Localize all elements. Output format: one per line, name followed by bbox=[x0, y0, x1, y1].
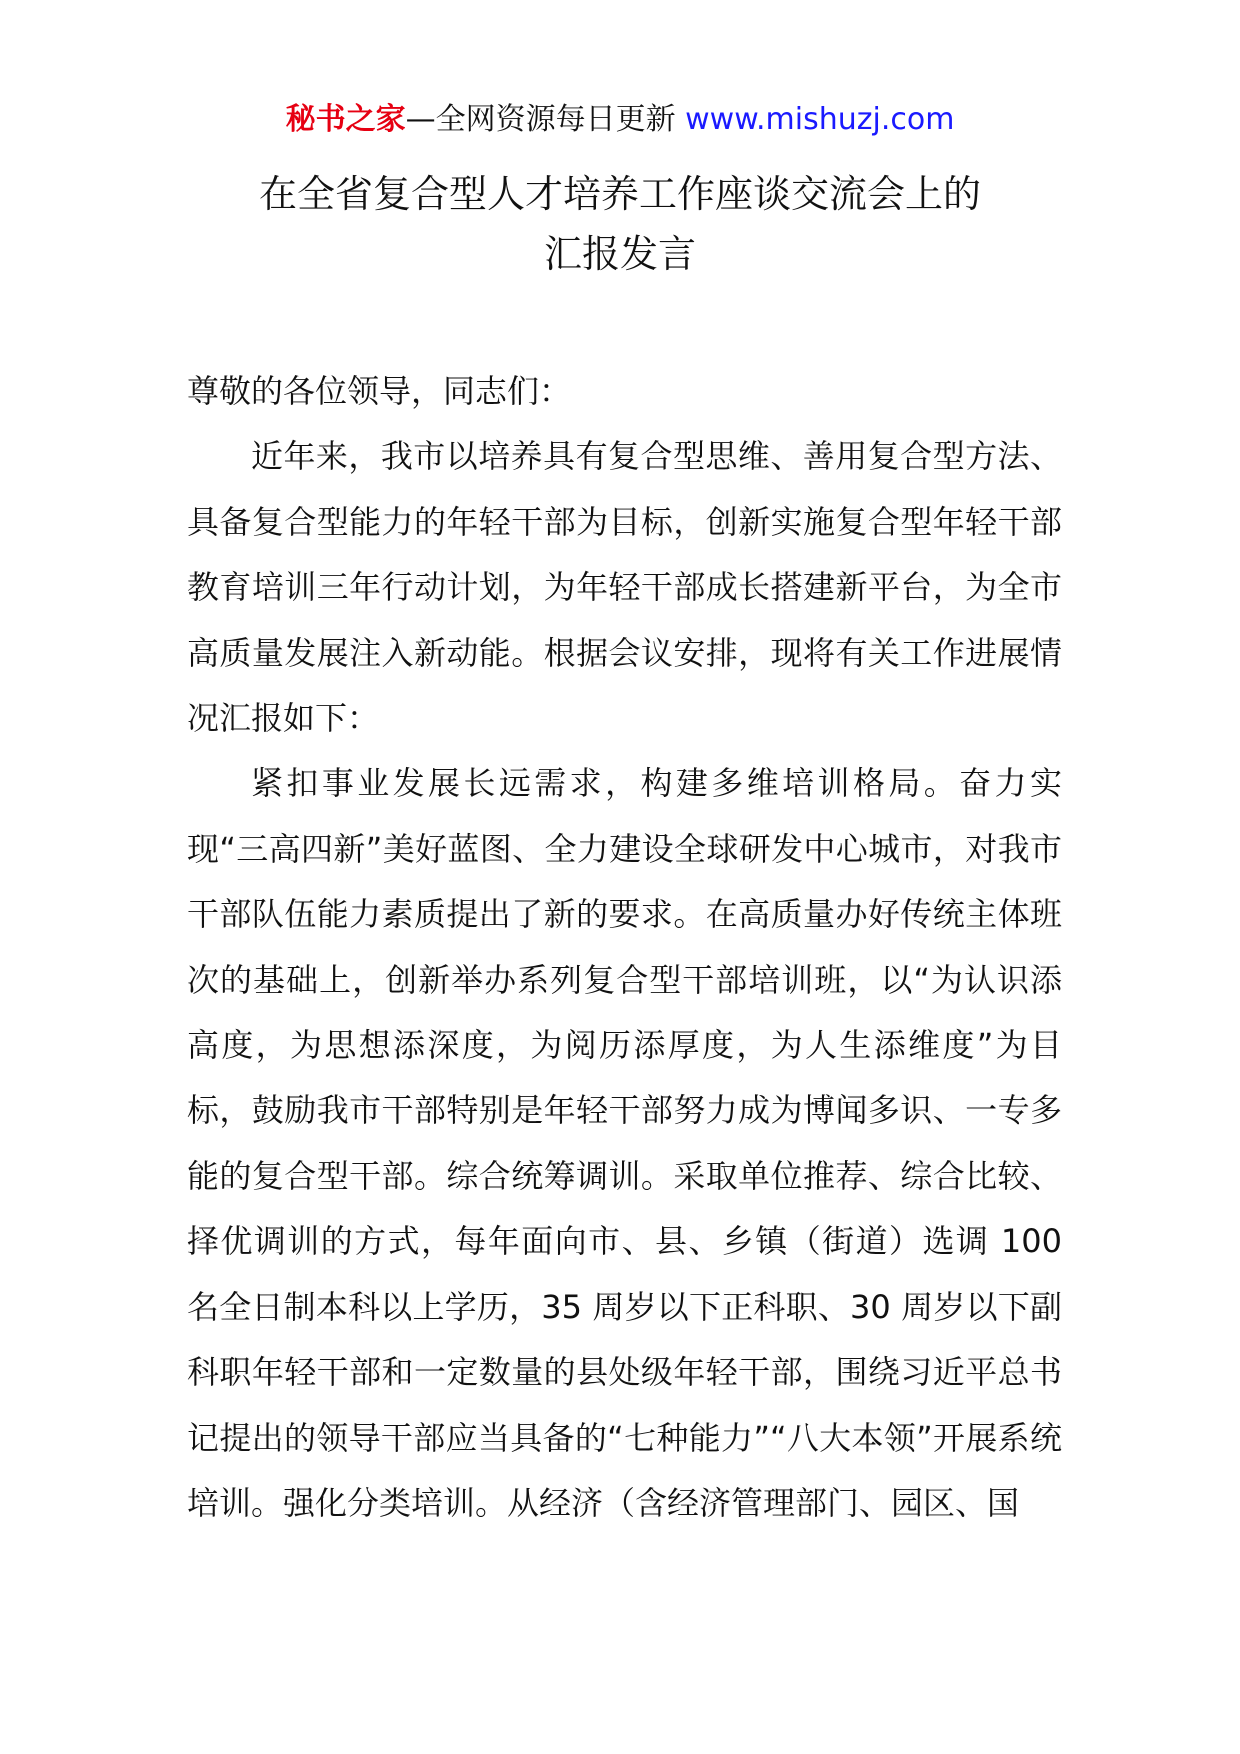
document-body bbox=[187, 359, 1062, 1536]
site-slogan: —全网资源每日更新 bbox=[405, 102, 676, 137]
salutation: 尊敬的各位领导，同志们： bbox=[187, 372, 572, 410]
site-banner bbox=[0, 100, 1240, 140]
paragraph-training-framework: 紧扣事业发展长远需求，构建多维培训格局。奋力实现“三高四新”美好蓝图、全力建设全球研发中心城市，对我市干部队伍能力素质提出了新的要求。在高质量办好传统主体班次的基础上，创新举办系列复合型干部培训班，以“为认识添高度，为思想添深度，为阅历添厚度，为人生添维度”为目标，鼓励我市干部特别是年轻干部努力成为博闻多识、一专多能的复合型干部。综合统筹调训。采取单位推荐、综合比较、择优调训的方式，每年面向市、县、乡镇（街道）选调 100 名全日制本科以上学历，35 周岁以下正科职、30 周岁以下副科职年轻干部和一定数量的县处级年轻干部，围绕习近平总书记提出的领导干部应当具备的“七种能力”“八大本领”开展系统培训。强化分类培训。从经济（含经济管理部门、园区、国 bbox=[187, 764, 1062, 1522]
document-title bbox=[0, 164, 1240, 284]
document-title-line-1: 在全省复合型人才培养工作座谈交流会上的 bbox=[258, 172, 981, 216]
paragraph-intro: 近年来，我市以培养具有复合型思维、善用复合型方法、具备复合型能力的年轻干部为目标，创新实施复合型年轻干部教育培训三年行动计划，为年轻干部成长搭建新平台，为全市高质量发展注入新动能。根据会议安排，现将有关工作进展情况汇报如下： bbox=[187, 437, 1062, 738]
site-url-link[interactable]: www.mishuzj.com bbox=[685, 102, 955, 137]
site-brand-name: 秘书之家 bbox=[285, 102, 406, 137]
document-title-line-2: 汇报发言 bbox=[543, 232, 696, 276]
